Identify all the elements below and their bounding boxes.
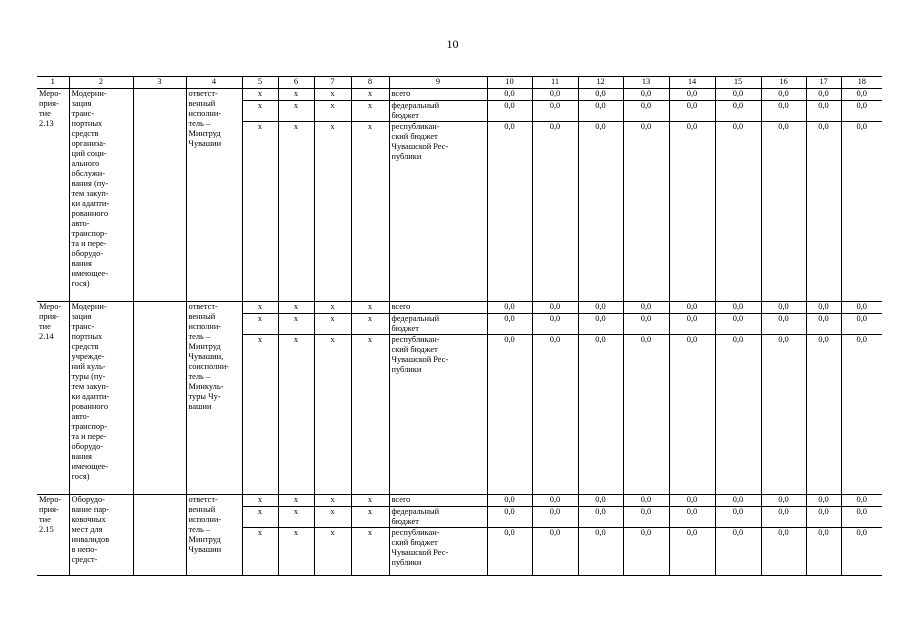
measure-executor: ответст- венный исполни- тель – Минтруд Чувашии — [186, 89, 242, 302]
funding-source: федеральный бюджет — [389, 101, 487, 122]
column-number: 8 — [351, 77, 389, 89]
value-cell: 0,0 — [623, 302, 669, 314]
code-cell: x — [242, 314, 278, 335]
value-cell: 0,0 — [806, 122, 841, 302]
value-cell: 0,0 — [669, 89, 715, 101]
column-number: 9 — [389, 77, 487, 89]
code-cell: x — [242, 335, 278, 495]
code-cell: x — [242, 89, 278, 101]
value-cell: 0,0 — [487, 314, 532, 335]
value-cell: 0,0 — [715, 314, 761, 335]
value-cell: 0,0 — [806, 528, 841, 576]
code-cell: x — [314, 122, 351, 302]
code-cell: x — [278, 101, 314, 122]
value-cell: 0,0 — [715, 302, 761, 314]
value-cell: 0,0 — [669, 507, 715, 528]
code-cell: x — [242, 495, 278, 507]
value-cell: 0,0 — [761, 314, 806, 335]
code-cell: x — [314, 335, 351, 495]
column-number: 18 — [841, 77, 882, 89]
value-cell: 0,0 — [761, 101, 806, 122]
code-cell: x — [314, 89, 351, 101]
code-cell: x — [351, 528, 389, 576]
column-number: 5 — [242, 77, 278, 89]
value-cell: 0,0 — [578, 528, 623, 576]
code-cell: x — [314, 507, 351, 528]
value-cell: 0,0 — [761, 122, 806, 302]
value-cell: 0,0 — [806, 507, 841, 528]
measure-col3 — [133, 89, 186, 302]
value-cell: 0,0 — [487, 89, 532, 101]
value-cell: 0,0 — [715, 495, 761, 507]
value-cell: 0,0 — [487, 507, 532, 528]
value-cell: 0,0 — [761, 302, 806, 314]
value-cell: 0,0 — [487, 528, 532, 576]
value-cell: 0,0 — [669, 314, 715, 335]
code-cell: x — [242, 122, 278, 302]
value-cell: 0,0 — [841, 89, 882, 101]
page-number: 10 — [446, 37, 459, 51]
funding-source: республикан- ский бюджет Чувашской Рес- публики — [389, 528, 487, 576]
value-cell: 0,0 — [761, 495, 806, 507]
funding-source: федеральный бюджет — [389, 314, 487, 335]
value-cell: 0,0 — [623, 528, 669, 576]
value-cell: 0,0 — [623, 122, 669, 302]
value-cell: 0,0 — [761, 528, 806, 576]
measure-name: Модерни- зация транс- портных средств учрежде- ний куль- туры (пу- тем закуп- ки адапти- рованного авто- транспор- та и пере- оборудо- вания имеющее- гося) — [69, 302, 133, 495]
value-cell: 0,0 — [623, 314, 669, 335]
value-cell: 0,0 — [487, 122, 532, 302]
value-cell: 0,0 — [761, 507, 806, 528]
code-cell: x — [314, 101, 351, 122]
measure-code: Меро- прия- тие 2.14 — [37, 302, 69, 495]
code-cell: x — [278, 302, 314, 314]
value-cell: 0,0 — [669, 302, 715, 314]
value-cell: 0,0 — [623, 335, 669, 495]
measure-name: Модерни- зация транс- портных средств организа- ций соци- ального обслужи- вания (пу- тем закуп- ки адапти- рованного авто- транспор- та и пере- оборудо- вания имеющее- гося) — [69, 89, 133, 302]
column-number: 2 — [69, 77, 133, 89]
value-cell: 0,0 — [487, 495, 532, 507]
code-cell: x — [242, 528, 278, 576]
value-cell: 0,0 — [841, 101, 882, 122]
value-cell: 0,0 — [761, 89, 806, 101]
value-cell: 0,0 — [578, 122, 623, 302]
column-number: 11 — [532, 77, 578, 89]
column-number: 6 — [278, 77, 314, 89]
value-cell: 0,0 — [578, 89, 623, 101]
value-cell: 0,0 — [715, 507, 761, 528]
value-cell: 0,0 — [487, 302, 532, 314]
code-cell: x — [314, 302, 351, 314]
value-cell: 0,0 — [623, 507, 669, 528]
funding-source: федеральный бюджет — [389, 507, 487, 528]
value-cell: 0,0 — [841, 314, 882, 335]
code-cell: x — [351, 495, 389, 507]
value-cell: 0,0 — [669, 122, 715, 302]
column-number: 7 — [314, 77, 351, 89]
value-cell: 0,0 — [532, 335, 578, 495]
value-cell: 0,0 — [806, 314, 841, 335]
column-number: 15 — [715, 77, 761, 89]
value-cell: 0,0 — [669, 528, 715, 576]
value-cell: 0,0 — [532, 528, 578, 576]
measure-code: Меро- прия- тие 2.13 — [37, 89, 69, 302]
code-cell: x — [278, 335, 314, 495]
table-row — [37, 302, 882, 314]
funding-source: всего — [389, 89, 487, 101]
value-cell: 0,0 — [578, 302, 623, 314]
code-cell: x — [242, 507, 278, 528]
code-cell: x — [278, 507, 314, 528]
column-number-row — [37, 77, 882, 89]
code-cell: x — [242, 101, 278, 122]
code-cell: x — [314, 314, 351, 335]
code-cell: x — [351, 89, 389, 101]
code-cell: x — [278, 528, 314, 576]
funding-source: всего — [389, 495, 487, 507]
column-number: 17 — [806, 77, 841, 89]
code-cell: x — [351, 335, 389, 495]
table-row — [37, 89, 882, 101]
value-cell: 0,0 — [806, 89, 841, 101]
code-cell: x — [242, 302, 278, 314]
column-number: 13 — [623, 77, 669, 89]
code-cell: x — [351, 302, 389, 314]
value-cell: 0,0 — [532, 507, 578, 528]
funding-source: всего — [389, 302, 487, 314]
code-cell: x — [278, 89, 314, 101]
measure-executor: ответст- венный исполни- тель – Минтруд Чувашии, соисполни- тель – Минкуль- туры Чу- вашии — [186, 302, 242, 495]
column-number: 14 — [669, 77, 715, 89]
value-cell: 0,0 — [715, 122, 761, 302]
value-cell: 0,0 — [578, 101, 623, 122]
value-cell: 0,0 — [532, 101, 578, 122]
column-number: 16 — [761, 77, 806, 89]
value-cell: 0,0 — [715, 335, 761, 495]
value-cell: 0,0 — [806, 335, 841, 495]
code-cell: x — [278, 314, 314, 335]
column-number: 3 — [133, 77, 186, 89]
value-cell: 0,0 — [715, 528, 761, 576]
code-cell: x — [351, 122, 389, 302]
column-number: 10 — [487, 77, 532, 89]
code-cell: x — [314, 495, 351, 507]
value-cell: 0,0 — [532, 314, 578, 335]
value-cell: 0,0 — [841, 122, 882, 302]
value-cell: 0,0 — [841, 335, 882, 495]
code-cell: x — [278, 495, 314, 507]
table-row — [37, 495, 882, 507]
value-cell: 0,0 — [841, 507, 882, 528]
measure-code: Меро- прия- тие 2.15 — [37, 495, 69, 576]
value-cell: 0,0 — [578, 507, 623, 528]
value-cell: 0,0 — [715, 89, 761, 101]
value-cell: 0,0 — [623, 495, 669, 507]
code-cell: x — [351, 314, 389, 335]
measure-name: Оборудо- вание пар- ковочных мест для инвалидов в непо- средст- — [69, 495, 133, 576]
program-table — [37, 76, 882, 576]
value-cell: 0,0 — [715, 101, 761, 122]
value-cell: 0,0 — [669, 101, 715, 122]
value-cell: 0,0 — [841, 302, 882, 314]
value-cell: 0,0 — [806, 495, 841, 507]
funding-source: республикан- ский бюджет Чувашской Рес- публики — [389, 122, 487, 302]
value-cell: 0,0 — [806, 302, 841, 314]
measure-col3 — [133, 302, 186, 495]
code-cell: x — [278, 122, 314, 302]
value-cell: 0,0 — [532, 89, 578, 101]
value-cell: 0,0 — [578, 335, 623, 495]
value-cell: 0,0 — [623, 101, 669, 122]
value-cell: 0,0 — [578, 314, 623, 335]
value-cell: 0,0 — [669, 335, 715, 495]
value-cell: 0,0 — [487, 101, 532, 122]
value-cell: 0,0 — [532, 302, 578, 314]
code-cell: x — [351, 507, 389, 528]
funding-source: республикан- ский бюджет Чувашской Рес- публики — [389, 335, 487, 495]
value-cell: 0,0 — [841, 495, 882, 507]
value-cell: 0,0 — [532, 122, 578, 302]
value-cell: 0,0 — [532, 495, 578, 507]
value-cell: 0,0 — [578, 495, 623, 507]
code-cell: x — [351, 101, 389, 122]
value-cell: 0,0 — [623, 89, 669, 101]
column-number: 1 — [37, 77, 69, 89]
value-cell: 0,0 — [761, 335, 806, 495]
measure-executor: ответст- венный исполни- тель – Минтруд Чувашии — [186, 495, 242, 576]
column-number: 4 — [186, 77, 242, 89]
measure-col3 — [133, 495, 186, 576]
value-cell: 0,0 — [806, 101, 841, 122]
code-cell: x — [314, 528, 351, 576]
value-cell: 0,0 — [487, 335, 532, 495]
column-number: 12 — [578, 77, 623, 89]
value-cell: 0,0 — [669, 495, 715, 507]
value-cell: 0,0 — [841, 528, 882, 576]
